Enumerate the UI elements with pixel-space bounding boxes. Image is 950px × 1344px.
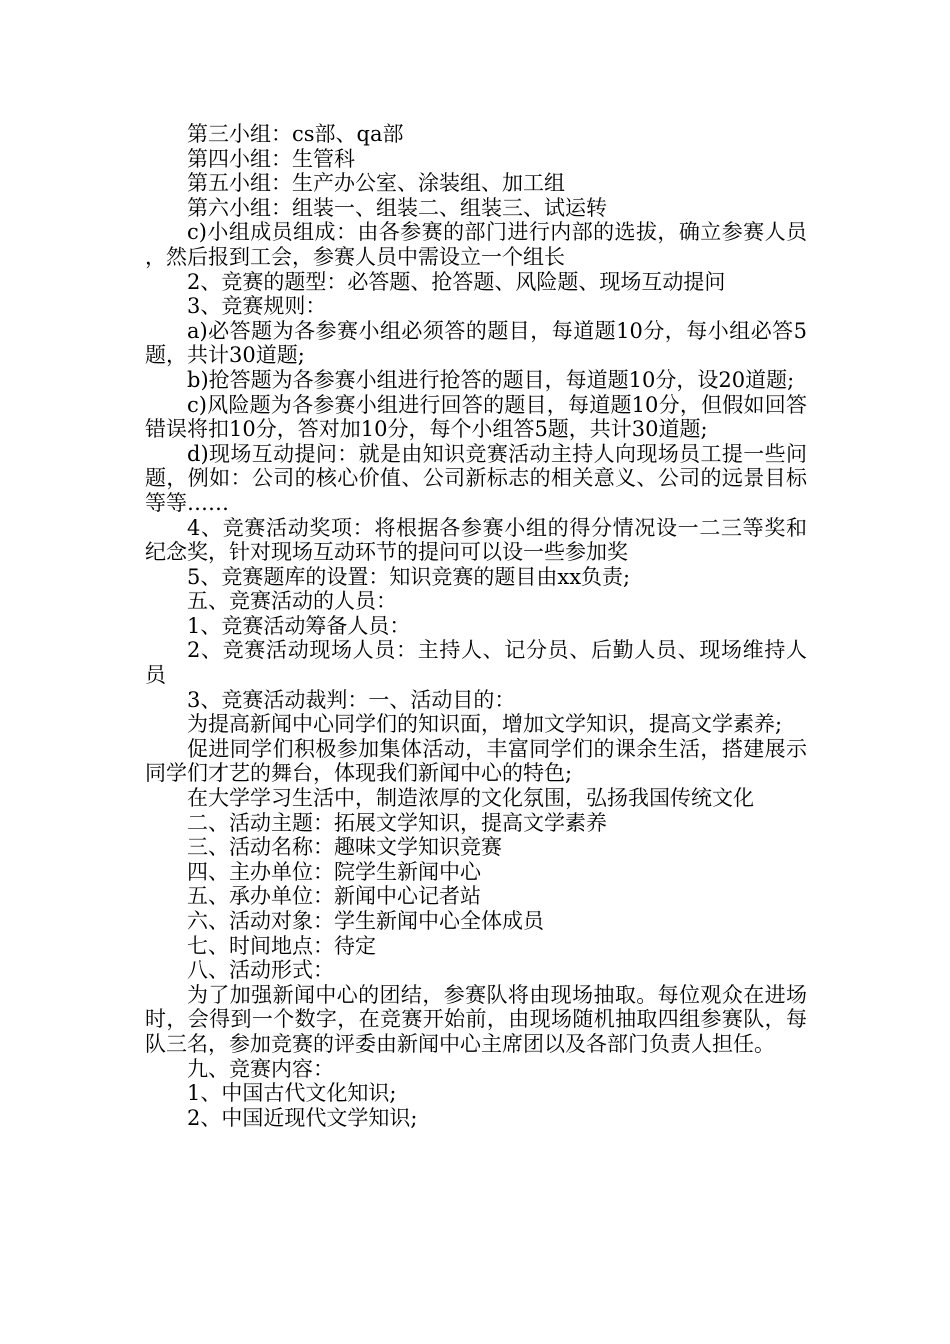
paragraph-question-types: 2、竞赛的题型：必答题、抢答题、风险题、现场互动提问 bbox=[187, 269, 726, 294]
paragraph-format-heading: 八、活动形式： bbox=[187, 958, 334, 983]
paragraph-purpose-1: 为提高新闻中心同学们的知识面，增加文学知识，提高文学素养; bbox=[187, 712, 783, 737]
paragraph-group-6: 第六小组：组装一、组装二、组装三、试运转 bbox=[187, 195, 607, 220]
paragraph-participants: 六、活动对象：学生新闻中心全体成员 bbox=[187, 909, 544, 933]
paragraph-co-organizer: 五、承办单位：新闻中心记者站 bbox=[187, 884, 481, 909]
paragraph-content-1: 1、中国古代文化知识; bbox=[187, 1081, 397, 1106]
paragraph-purpose-3: 在大学学习生活中，制造浓厚的文化氛围，弘扬我国传统文化 bbox=[187, 786, 754, 811]
paragraph-purpose-2: 促进同学们积极参加集体活动，丰富同学们的课余生活，搭建展示同学们才艺的舞台，体现我们新闻中心的特色; bbox=[145, 736, 807, 786]
paragraph-group-5: 第五小组：生产办公室、涂装组、加工组 bbox=[187, 171, 565, 196]
paragraph-organizer: 四、主办单位：院学生新闻中心 bbox=[187, 859, 481, 884]
paragraph-time-place: 七、时间地点：待定 bbox=[187, 933, 376, 958]
paragraph-theme: 二、活动主题：拓展文学知识，提高文学素养 bbox=[187, 810, 607, 835]
paragraph-content-heading: 九、竞赛内容： bbox=[187, 1056, 334, 1081]
paragraph-awards: 4、竞赛活动奖项：将根据各参赛小组的得分情况设一二三等奖和纪念奖，针对现场互动环节的提问可以设一些参加奖 bbox=[145, 515, 807, 565]
paragraph-question-bank: 5、竞赛题库的设置：知识竞赛的题目由xx负责; bbox=[187, 564, 631, 589]
paragraph-rule-a: a)必答题为各参赛小组必须答的题目，每道题10分，每小组必答5题，共计30道题; bbox=[145, 318, 807, 368]
paragraph-judges: 3、竞赛活动裁判：一、活动目的： bbox=[187, 687, 516, 712]
paragraph-rule-b: b)抢答题为各参赛小组进行抢答的题目，每道题10分，设20道题; bbox=[187, 367, 795, 392]
paragraph-content-2: 2、中国近现代文学知识; bbox=[187, 1105, 418, 1130]
paragraph-group-3: 第三小组：cs部、qa部 bbox=[187, 122, 404, 146]
paragraph-rule-d: d)现场互动提问：就是由知识竞赛活动主持人向现场员工提一些问题，例如：公司的核心价值、公司新标志的相关意义、公司的远景目标等等…… bbox=[145, 441, 807, 515]
paragraph-format-body: 为了加强新闻中心的团结，参赛队将由现场抽取。每位观众在进场时，会得到一个数字，在竞赛开始前，由现场随机抽取四组参赛队，每队三名，参加竞赛的评委由新闻中心主席团以及各部门负责人担任。 bbox=[145, 982, 807, 1056]
paragraph-team-members: c)小组成员组成：由各参赛的部门进行内部的选拔，确立参赛人员，然后报到工会，参赛人员中需设立一个组长 bbox=[145, 220, 807, 269]
paragraph-rules-heading: 3、竞赛规则： bbox=[187, 294, 327, 319]
paragraph-activity-name: 三、活动名称：趣味文学知识竞赛 bbox=[187, 835, 502, 860]
paragraph-personnel-heading: 五、竞赛活动的人员： bbox=[187, 589, 397, 614]
document-body bbox=[145, 122, 807, 1130]
paragraph-onsite-staff: 2、竞赛活动现场人员：主持人、记分员、后勤人员、现场维持人员 bbox=[145, 638, 807, 688]
paragraph-prep-staff: 1、竞赛活动筹备人员： bbox=[187, 613, 411, 638]
paragraph-group-4: 第四小组：生管科 bbox=[187, 146, 355, 171]
paragraph-rule-c: c)风险题为各参赛小组进行回答的题目，每道题10分，但假如回答错误将扣10分，答对加10分，每个小组答5题，共计30道题; bbox=[145, 392, 807, 442]
